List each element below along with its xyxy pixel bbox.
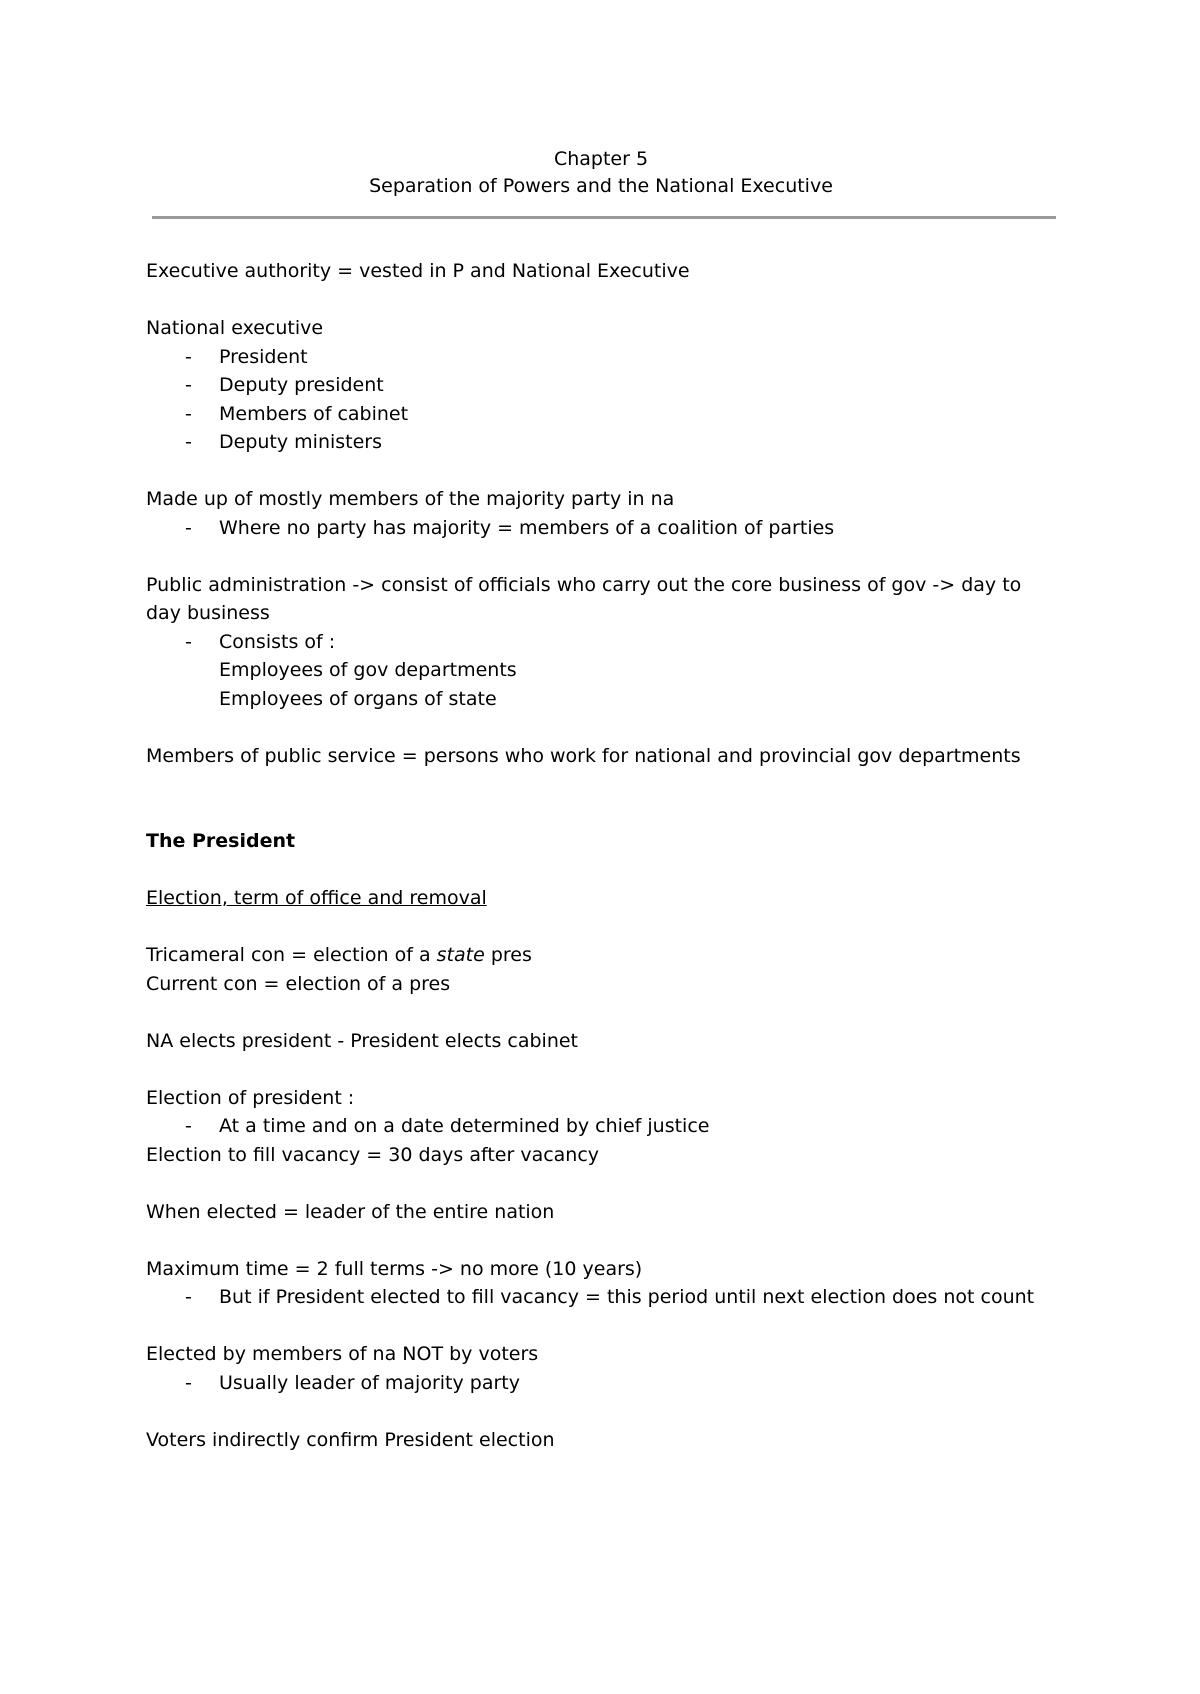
when-elected-line: When elected = leader of the entire nation [146, 1200, 555, 1223]
chapter-subtitle: Separation of Powers and the National Executive [369, 175, 833, 197]
list-item: - Consists of : [146, 628, 1056, 657]
bullet-dash: - [185, 516, 192, 539]
bullet-dash: - [185, 1286, 192, 1308]
bullet-dash: - [185, 1115, 192, 1137]
subsection-heading: Election, term of office and removal [146, 887, 487, 909]
bullet-dash: - [185, 345, 192, 368]
made-up-line: Made up of mostly members of the majority party in na [146, 488, 675, 510]
na-elects-line: NA elects president - President elects cabinet [146, 1029, 579, 1052]
nat-exec-heading: National executive [146, 317, 324, 339]
horizontal-rule [152, 216, 1056, 219]
max-time-line: Maximum time = 2 full terms -> no more (10 years) [146, 1257, 643, 1280]
bullet-dash: - [185, 374, 192, 396]
election-of-president-line: Election of president : [146, 1086, 355, 1109]
bullet-dash: - [185, 630, 192, 653]
tricameral-line: Tricameral con = election of a state pres [146, 944, 532, 966]
voters-confirm-line: Voters indirectly confirm President election [146, 1428, 555, 1451]
document-body [146, 257, 1056, 1454]
bullet-dash: - [185, 1371, 192, 1394]
list-item: - Members of cabinet [146, 400, 1056, 429]
elected-by-line: Elected by members of na NOT by voters [146, 1343, 539, 1365]
list-item: - President [146, 343, 1056, 372]
public-admin-line: Public administration -> consist of officials who carry out the core business of gov -> day to day business [146, 573, 1028, 624]
list-item: - Deputy president [146, 371, 1056, 400]
chapter-title: Chapter 5 [553, 148, 649, 170]
sub-item: Employees of organs of state [219, 687, 497, 710]
section-heading: The President [146, 830, 296, 852]
fill-vacancy-line: Election to fill vacancy = 30 days after vacancy [146, 1143, 600, 1166]
bullet-dash: - [185, 402, 192, 425]
exec-authority-line: Executive authority = vested in P and National Executive [146, 260, 690, 282]
sub-item: Employees of gov departments [219, 659, 517, 681]
list-item: - Usually leader of majority party [146, 1369, 1056, 1398]
list-item: - At a time and on a date determined by chief justice [146, 1112, 1056, 1141]
public-service-line: Members of public service = persons who work for national and provincial gov departments [146, 744, 1021, 767]
list-item: - Deputy ministers [146, 428, 1056, 457]
list-item: - Where no party has majority = members of a coalition of parties [146, 514, 1056, 543]
document-header [146, 146, 1056, 200]
bullet-dash: - [185, 431, 192, 453]
list-item: - But if President elected to fill vacancy = this period until next election does not count [146, 1283, 1056, 1312]
current-con-line: Current con = election of a pres [146, 972, 451, 995]
